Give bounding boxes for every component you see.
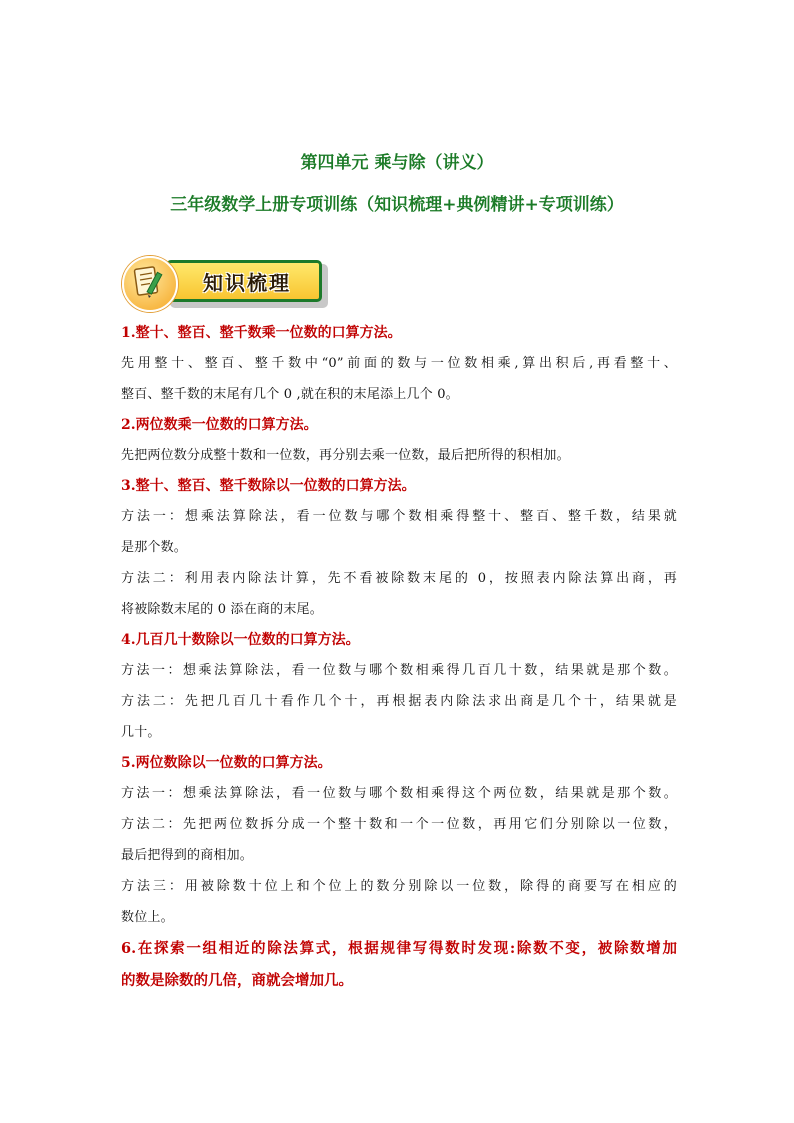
banner-bar [166,260,322,302]
document-title: 第四单元 乘与除（讲义） [300,153,494,173]
section-2 [121,410,677,471]
body-line: 方法三：用被除数十位上和个位上的数分别除以一位数，除得的商要写在相应的 [121,879,677,894]
section-body [121,501,677,625]
section-body [121,655,677,748]
body-line: 方法二：先把两位数拆分成一个整十数和一个一位数，再用它们分别除以一位数， [121,817,677,832]
section-heading: 5.两位数除以一位数的口算方法。 [121,755,332,771]
body-line: 方法一：想乘法算除法，看一位数与哪个数相乘得整十、整百、整千数，结果就 [121,509,677,524]
section-heading: 1.整十、整百、整千数乘一位数的口算方法。 [121,325,402,341]
body-line: 方法二：先把几百几十看作几个十，再根据表内除法求出商是几个十，结果就是 [121,694,677,709]
body-line: 是那个数。 [121,540,188,555]
section-body [121,778,677,933]
body-line: 先把两位数分成整十数和一位数，再分别去乘一位数，最后把所得的积相加。 [121,448,570,463]
body-line: 数位上。 [121,910,174,925]
section-5 [121,748,677,933]
section-4 [121,625,677,748]
document-subtitle: 三年级数学上册专项训练（知识梳理+典例精讲+专项训练） [170,195,624,215]
section-body [121,440,677,471]
body-line: 最后把得到的商相加。 [121,848,254,863]
body-line: 方法一：想乘法算除法，看一位数与哪个数相乘得这个两位数，结果就是那个数。 [121,786,677,801]
banner-label: 知识梳理 [203,271,291,295]
final-note-line: 的数是除数的几倍，商就会增加几。 [121,972,353,989]
body-line: 将被除数末尾的 0 添在商的末尾。 [121,602,323,617]
section-banner [122,256,328,312]
final-note [121,933,677,997]
section-heading: 4.几百几十数除以一位数的口算方法。 [121,632,360,648]
final-note-line: 6.在探索一组相近的除法算式，根据规律写得数时发现:除数不变，被除数增加 [121,940,677,957]
body-line: 几十。 [121,725,161,740]
body-line: 先用整十、整百、整千数中“0”前面的数与一位数相乘,算出积后,再看整十、 [121,356,677,371]
section-body [121,348,677,410]
body-line: 整百、整千数的末尾有几个 0 ,就在积的末尾添上几个 0。 [121,387,459,402]
section-3 [121,471,677,625]
section-heading: 2.两位数乘一位数的口算方法。 [121,417,318,433]
notebook-pencil-icon [128,262,168,302]
section-heading: 3.整十、整百、整千数除以一位数的口算方法。 [121,478,416,494]
section-1 [121,318,677,410]
knowledge-content [121,318,677,997]
body-line: 方法二：利用表内除法计算，先不看被除数末尾的 0，按照表内除法算出商，再 [121,571,677,586]
body-line: 方法一：想乘法算除法，看一位数与哪个数相乘得几百几十数，结果就是那个数。 [121,663,677,678]
